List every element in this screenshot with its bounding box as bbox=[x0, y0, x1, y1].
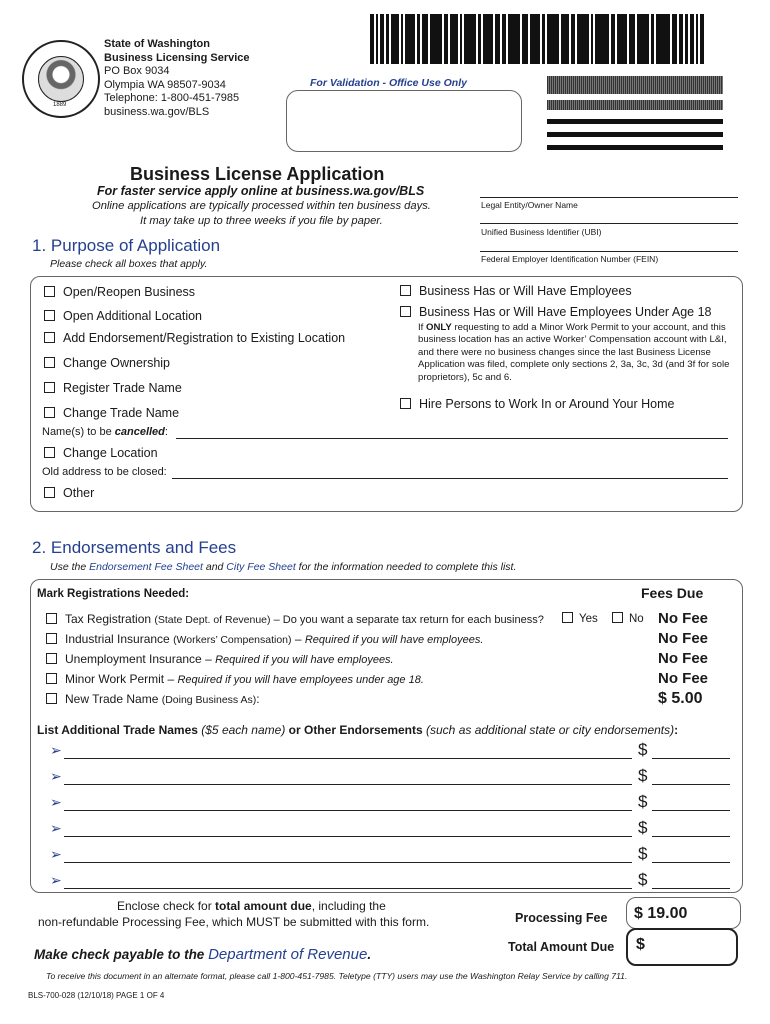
washington-portrait-icon bbox=[38, 56, 84, 102]
names-cancelled-label: Name(s) to be cancelled: bbox=[42, 426, 168, 438]
fee-unemployment: No Fee bbox=[658, 650, 709, 667]
additional-fee-field[interactable] bbox=[652, 836, 730, 837]
checkbox[interactable] bbox=[562, 612, 573, 623]
option-change-ownership[interactable]: Change Ownership bbox=[44, 356, 345, 381]
office-use-block-2 bbox=[547, 100, 723, 110]
reg-tax[interactable]: Tax Registration (State Dept. of Revenue) – Do you want a separate tax return for each business? bbox=[46, 612, 544, 632]
additional-name-row bbox=[50, 768, 730, 794]
arrow-icon: ➢ bbox=[50, 768, 62, 784]
agency-state: State of Washington bbox=[104, 38, 210, 50]
form-title: Business License Application bbox=[130, 164, 385, 184]
old-address-field[interactable] bbox=[172, 478, 728, 479]
option-has-employees[interactable]: Business Has or Will Have Employees bbox=[400, 284, 632, 298]
checkbox[interactable] bbox=[400, 285, 411, 296]
additional-fee-field[interactable] bbox=[652, 758, 730, 759]
checkbox[interactable] bbox=[44, 382, 55, 393]
section2-instruction: Use the Endorsement Fee Sheet and City Fee Sheet for the information needed to complete this list. bbox=[50, 561, 517, 573]
additional-fee-field[interactable] bbox=[652, 784, 730, 785]
office-use-bar-1 bbox=[547, 119, 723, 124]
reg-minor-permit[interactable]: Minor Work Permit – Required if you will have employees under age 18. bbox=[46, 672, 544, 692]
legal-entity-label: Legal Entity/Owner Name bbox=[481, 200, 578, 210]
processing-note-1: Online applications are typically processed within ten business days. bbox=[92, 200, 431, 212]
additional-name-field[interactable] bbox=[64, 784, 632, 785]
mark-registrations-label: Mark Registrations Needed: bbox=[37, 588, 190, 600]
additional-fee-field[interactable] bbox=[652, 888, 730, 889]
processing-note-2: It may take up to three weeks if you file by paper. bbox=[140, 215, 383, 227]
city-fee-sheet-link[interactable]: City Fee Sheet bbox=[226, 561, 296, 573]
arrow-icon: ➢ bbox=[50, 872, 62, 888]
processing-fee-value: $ 19.00 bbox=[634, 905, 688, 922]
additional-name-field[interactable] bbox=[64, 810, 632, 811]
fee-minor: No Fee bbox=[658, 670, 709, 687]
checkbox[interactable] bbox=[44, 407, 55, 418]
additional-names-rows bbox=[50, 742, 730, 898]
under18-note: If ONLY requesting to add a Minor Work Permit to your account, and this business location has an active Worker’ Compensation account with L&I, and there were no business changes since the last Business License Application was filed, complete only sections 2, 3a, 3c, 3d (and 3f for sole proprietors), 5c and 6. bbox=[418, 322, 730, 383]
agency-pobox: PO Box 9034 bbox=[104, 65, 170, 77]
arrow-icon: ➢ bbox=[50, 820, 62, 836]
dollar-sign: $ bbox=[638, 766, 648, 785]
checkbox[interactable] bbox=[612, 612, 623, 623]
checkbox[interactable] bbox=[46, 653, 57, 664]
dollar-sign: $ bbox=[638, 870, 648, 889]
barcode bbox=[370, 14, 722, 64]
state-seal bbox=[22, 40, 100, 118]
ubi-label: Unified Business Identifier (UBI) bbox=[481, 227, 602, 237]
additional-name-row bbox=[50, 846, 730, 872]
total-due-label: Total Amount Due bbox=[508, 940, 615, 954]
checkbox[interactable] bbox=[44, 332, 55, 343]
checkbox[interactable] bbox=[46, 693, 57, 704]
option-change-location[interactable]: Change Location bbox=[44, 446, 158, 460]
agency-city: Olympia WA 98507-9034 bbox=[104, 78, 226, 91]
validation-label: For Validation - Office Use Only bbox=[310, 77, 467, 89]
agency-website: business.wa.gov/BLS bbox=[104, 105, 210, 118]
checkbox[interactable] bbox=[44, 447, 55, 458]
agency-service: Business Licensing Service bbox=[104, 51, 250, 64]
purpose-left-list bbox=[44, 285, 345, 431]
processing-fee-label: Processing Fee bbox=[515, 911, 608, 925]
validation-box bbox=[286, 90, 522, 152]
form-subtitle: For faster service apply online at business.wa.gov/BLS bbox=[97, 184, 425, 198]
checkbox[interactable] bbox=[44, 487, 55, 498]
additional-names-label: List Additional Trade Names ($5 each name) or Other Endorsements (such as additional state or city endorsements): bbox=[37, 723, 679, 737]
total-due-value: $ bbox=[636, 936, 645, 953]
additional-name-field[interactable] bbox=[64, 888, 632, 889]
reg-industrial[interactable]: Industrial Insurance (Workers’ Compensation) – Required if you will have employees. bbox=[46, 632, 544, 652]
option-hire-home[interactable]: Hire Persons to Work In or Around Your Home bbox=[400, 397, 674, 411]
checkbox[interactable] bbox=[44, 310, 55, 321]
dollar-sign: $ bbox=[638, 740, 648, 759]
checkbox[interactable] bbox=[400, 398, 411, 409]
additional-name-field[interactable] bbox=[64, 836, 632, 837]
form-id: BLS-700-028 (12/10/18) PAGE 1 OF 4 bbox=[28, 991, 165, 1000]
reg-trade-name[interactable]: New Trade Name (Doing Business As): bbox=[46, 692, 544, 712]
office-use-bar-2 bbox=[547, 132, 723, 137]
fee-industrial: No Fee bbox=[658, 630, 709, 647]
agency-phone: Telephone: 1-800-451-7985 bbox=[104, 92, 240, 104]
legal-entity-field[interactable] bbox=[480, 210, 738, 224]
dollar-sign: $ bbox=[638, 818, 648, 837]
office-use-bar-3 bbox=[547, 145, 723, 150]
dollar-sign: $ bbox=[638, 792, 648, 811]
option-employees-under-18[interactable]: Business Has or Will Have Employees Under Age 18 bbox=[400, 305, 712, 319]
alt-format-note: To receive this document in an alternate format, please call 1-800-451-7985. Teletype (TTY) users may use the Washington Relay Service by calling 711. bbox=[46, 971, 628, 981]
additional-name-field[interactable] bbox=[64, 862, 632, 863]
enclose-note-2: non-refundable Processing Fee, which MUST be submitted with this form. bbox=[38, 915, 430, 929]
section1-instruction: Please check all boxes that apply. bbox=[50, 258, 208, 270]
old-address-label: Old address to be closed: bbox=[42, 466, 167, 478]
checkbox[interactable] bbox=[46, 673, 57, 684]
reg-unemployment[interactable]: Unemployment Insurance – Required if you will have employees. bbox=[46, 652, 544, 672]
fee-trade-name: $ 5.00 bbox=[658, 690, 703, 707]
enclose-note-1: Enclose check for total amount due, including the bbox=[117, 899, 386, 913]
checkbox[interactable] bbox=[44, 286, 55, 297]
checkbox[interactable] bbox=[44, 357, 55, 368]
additional-name-row bbox=[50, 820, 730, 846]
checkbox[interactable] bbox=[46, 613, 57, 624]
fees-due-header: Fees Due bbox=[641, 585, 704, 601]
dollar-sign: $ bbox=[638, 844, 648, 863]
fein-field[interactable] bbox=[480, 238, 738, 252]
additional-name-row bbox=[50, 794, 730, 820]
payable-note: Make check payable to the Department of Revenue. bbox=[34, 946, 372, 963]
additional-name-field[interactable] bbox=[64, 758, 632, 759]
arrow-icon: ➢ bbox=[50, 794, 62, 810]
arrow-icon: ➢ bbox=[50, 846, 62, 862]
section1-heading: 1. Purpose of Application bbox=[32, 236, 221, 255]
checkbox[interactable] bbox=[46, 633, 57, 644]
agency-address bbox=[104, 38, 250, 119]
option-additional-location[interactable]: Open Additional Location bbox=[44, 309, 345, 331]
section2-heading: 2. Endorsements and Fees bbox=[32, 538, 237, 557]
fee-tax: No Fee bbox=[658, 610, 709, 627]
option-open-reopen[interactable]: Open/Reopen Business bbox=[44, 285, 345, 309]
registration-list bbox=[46, 612, 544, 712]
option-other[interactable]: Other bbox=[44, 486, 94, 500]
arrow-icon: ➢ bbox=[50, 742, 62, 758]
option-add-endorsement[interactable]: Add Endorsement/Registration to Existing Location bbox=[44, 331, 345, 356]
additional-name-row bbox=[50, 872, 730, 898]
fee-column bbox=[658, 609, 708, 709]
fein-label: Federal Employer Identification Number (FEIN) bbox=[481, 254, 659, 264]
additional-fee-field[interactable] bbox=[652, 810, 730, 811]
seal-year: 1889 bbox=[53, 102, 67, 108]
tax-yes-option[interactable]: Yes bbox=[562, 612, 598, 625]
names-cancelled-field[interactable] bbox=[176, 438, 728, 439]
additional-name-row bbox=[50, 742, 730, 768]
endorsement-fee-sheet-link[interactable]: Endorsement Fee Sheet bbox=[89, 561, 203, 573]
tax-no-option[interactable]: No bbox=[612, 612, 644, 625]
option-change-trade-name[interactable]: Change Trade Name bbox=[44, 406, 345, 431]
additional-fee-field[interactable] bbox=[652, 862, 730, 863]
option-register-trade-name[interactable]: Register Trade Name bbox=[44, 381, 345, 406]
office-use-block-1 bbox=[547, 76, 723, 94]
checkbox[interactable] bbox=[400, 306, 411, 317]
